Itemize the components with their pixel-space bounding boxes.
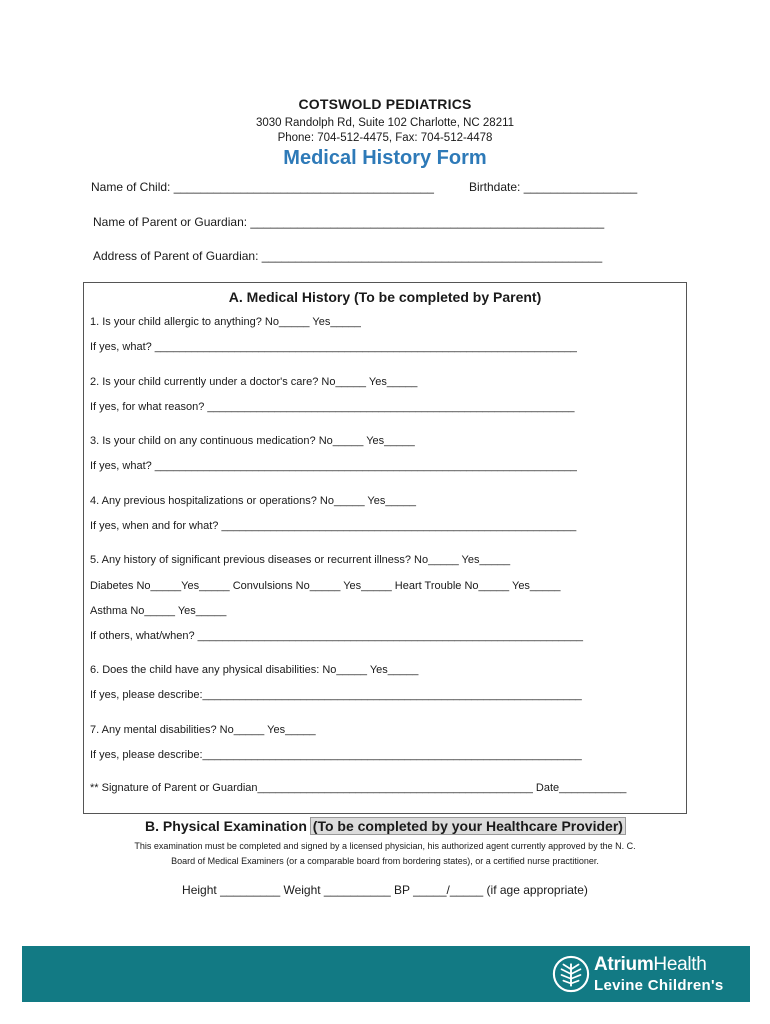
question-diseases[interactable]: 5. Any history of significant previous diseases or recurrent illness? No_____ Yes_____ [90,554,511,566]
section-b-title [0,818,770,834]
hospitalization-details-field[interactable]: If yes, when and for what? __________________________________________________________ [90,520,577,532]
question-allergies[interactable]: 1. Is your child allergic to anything? No_____ Yes_____ [90,316,361,328]
allergies-details-field[interactable]: If yes, what? _____________________________________________________________________ [90,341,577,353]
asthma-row[interactable]: Asthma No_____ Yes_____ [90,605,227,617]
physical-exam-section [0,818,770,897]
signature-date-field[interactable]: ** Signature of Parent or Guardian_____________________________________________ Date___________ [90,782,627,794]
parent-address-field[interactable]: Address of Parent of Guardian: ___________________________________________________ [93,249,603,263]
mental-disabilities-details-field[interactable]: If yes, please describe:______________________________________________________________ [90,749,582,761]
medical-history-section [83,282,687,814]
footer-band [22,946,750,1002]
exam-requirements-note [0,839,770,869]
doctor-care-reason-field[interactable]: If yes, for what reason? ____________________________________________________________ [90,401,575,413]
question-hospitalizations[interactable]: 4. Any previous hospitalizations or operations? No_____ Yes_____ [90,495,416,507]
practice-address: 3030 Randolph Rd, Suite 102 Charlotte, NC 28211 [255,117,515,129]
form-header [0,96,770,170]
logo-subtext: Levine Children's [594,977,724,994]
other-diseases-field[interactable]: If others, what/when? _______________________________________________________________ [90,630,584,642]
logo-text-atrium: Atrium [594,954,654,975]
section-b-title-highlight: (To be completed by your Healthcare Provider) [312,818,623,834]
logo-wordmark [594,954,707,976]
question-physical-disabilities[interactable]: 6. Does the child have any physical disabilities: No_____ Yes_____ [90,664,419,676]
practice-name: COTSWOLD PEDIATRICS [298,96,472,112]
physical-disabilities-details-field[interactable]: If yes, please describe:______________________________________________________________ [90,689,582,701]
leaf-icon [552,955,590,993]
exam-note-line-2: Board of Medical Examiners (or a comparable board from bordering states), or a certified nurse practitioner. [171,856,599,866]
form-title: Medical History Form [283,147,487,169]
exam-note-line-1: This examination must be completed and signed by a licensed physician, his authorized agent currently approved by the N. C. [134,841,636,851]
disease-conditions-row[interactable]: Diabetes No_____Yes_____ Convulsions No_____ Yes_____ Heart Trouble No_____ Yes_____ [90,580,561,592]
practice-phone-fax: Phone: 704-512-4475, Fax: 704-512-4478 [277,132,493,144]
child-name-field[interactable]: Name of Child: _______________________________________ [91,180,434,194]
question-mental-disabilities[interactable]: 7. Any mental disabilities? No_____ Yes_____ [90,724,316,736]
birthdate-field[interactable]: Birthdate: _________________ [469,180,638,194]
atrium-health-logo [552,952,724,998]
medication-details-field[interactable]: If yes, what? _____________________________________________________________________ [90,460,577,472]
question-doctor-care[interactable]: 2. Is your child currently under a doctor's care? No_____ Yes_____ [90,376,418,388]
section-a-title: A. Medical History (To be completed by Parent) [228,289,542,305]
question-medication[interactable]: 3. Is your child on any continuous medication? No_____ Yes_____ [90,435,415,447]
vitals-field-row[interactable]: Height _________ Weight __________ BP _____/_____ (if age appropriate) [182,883,588,897]
parent-name-field[interactable]: Name of Parent or Guardian: _____________________________________________________ [93,215,605,229]
logo-text-health: Health [653,954,707,975]
section-b-title-text: B. Physical Examination [145,818,311,834]
